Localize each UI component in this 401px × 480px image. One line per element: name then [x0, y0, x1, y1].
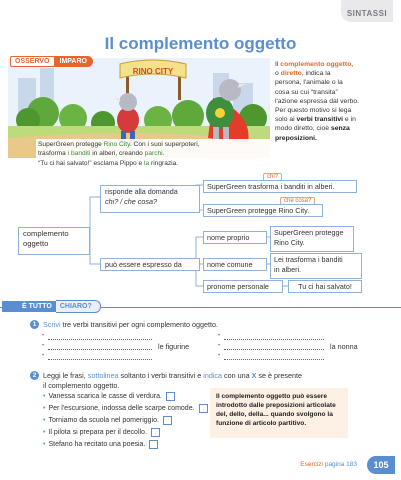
root-text: oggetto [23, 239, 49, 248]
def-text: solo ai [275, 116, 297, 124]
def-text: Per questo motivo si lega [275, 107, 352, 115]
note-text: funzione di [216, 420, 253, 427]
sentence-item [43, 416, 172, 425]
imparo-label: IMPARO [54, 56, 93, 67]
example-box-4 [270, 253, 362, 279]
answer-line[interactable] [224, 339, 324, 340]
answer-line[interactable] [48, 359, 152, 360]
bullet: • [42, 343, 45, 349]
tag-chi: chi? [263, 173, 282, 181]
example-box-2: SuperGreen protegge Rino City. [203, 204, 323, 217]
caption-highlight: la [144, 159, 150, 167]
root-text: complemento [23, 229, 69, 238]
answer-checkbox[interactable] [199, 404, 208, 413]
def-text: o [275, 70, 281, 78]
answer-checkbox[interactable] [163, 416, 172, 425]
chiaro-label: CHIARO? [56, 300, 101, 313]
sentence-item [43, 404, 208, 413]
exercise-number: 2 [30, 371, 39, 380]
note-text: . [304, 420, 307, 427]
bullet: • [218, 343, 221, 349]
answer-checkbox[interactable] [149, 440, 158, 449]
caption-text: . Con i suoi superpoteri, [129, 141, 200, 148]
sentence-text: Il pilota si prepara per il decollo. [48, 429, 147, 436]
instruction-verb: sottolinea [87, 371, 119, 380]
example-text: in alberi. [274, 265, 302, 274]
instruction-text: tre verbi transitivi per ogni complemento oggetto. [60, 320, 218, 329]
example-text: Lei trasforma i banditi [274, 255, 343, 264]
instruction-text: soltanto i verbi transitivi e [118, 371, 204, 380]
tutto-label: È TUTTO [2, 301, 56, 312]
bullet: • [43, 441, 46, 448]
def-text: Il [275, 61, 281, 68]
bullet: • [43, 429, 46, 436]
sentence-item [43, 428, 160, 437]
instruction-text: con una [222, 371, 252, 380]
sentence-text: Torniamo da scuola nel pomeriggio. [48, 417, 159, 424]
def-text: cosa su cui “transita” [275, 88, 338, 96]
exercise-number: 1 [30, 320, 39, 329]
caption-text: . [162, 150, 165, 158]
answer-line[interactable] [224, 349, 324, 350]
check-section-label [2, 300, 101, 313]
note-text: quando svolgono la [268, 411, 333, 418]
caption-text: “Tu ci hai salvato!” esclama Pippo e [38, 159, 145, 167]
nome-comune-box: nome comune [203, 258, 267, 271]
caption-highlight: i banditi [67, 150, 91, 158]
instruction-verb: Scrivi [43, 320, 61, 329]
answer-checkbox[interactable] [151, 428, 160, 437]
note-text: Il complemento oggetto può essere [216, 393, 328, 400]
instruction-x: X [251, 371, 257, 380]
example-text: Rino City. [274, 238, 305, 247]
answer-line[interactable] [48, 349, 152, 350]
bullet: • [43, 393, 46, 400]
note-highlight: del, dello, della... [216, 411, 269, 418]
espresso-box: può essere espresso da [100, 258, 200, 271]
page-number: 105 [367, 456, 395, 474]
question-text: risponde alla domanda [105, 187, 178, 196]
root-box [18, 227, 90, 255]
sentence-text: Per l'escursione, indossa delle scarpe comode. [48, 405, 195, 412]
exercises-reference[interactable] [300, 461, 357, 468]
page-title: Il complemento oggetto [104, 34, 297, 53]
sentence-item [43, 440, 158, 449]
question-box [100, 185, 200, 213]
example-box-3 [270, 226, 354, 252]
answer-line[interactable] [48, 339, 152, 340]
bullet: • [42, 353, 45, 359]
example-box-1: SuperGreen trasforma i banditi in alberi. [203, 180, 357, 193]
example-box-5: Tu ci hai salvato! [288, 280, 362, 293]
def-highlight: complemento oggetto, [280, 61, 354, 68]
instruction-verb: indica [203, 371, 223, 380]
note-text: introdotto dalle preposizioni articolate [216, 402, 336, 409]
bullet: • [218, 333, 221, 339]
def-bold: verbi transitivi [296, 116, 344, 124]
object-word-1: le figurine [158, 342, 190, 351]
sentence-text: Stefano ha recitato una poesia. [48, 441, 146, 448]
caption-text: in alberi, creando [90, 150, 145, 158]
exercise-1-instruction [43, 320, 218, 329]
note-box [210, 388, 348, 438]
object-word-2: la nonna [330, 342, 358, 351]
def-text: , indica la [301, 70, 331, 78]
def-text: l'azione espressa dal verbo. [275, 97, 360, 105]
exercises-label: Esercizi [300, 461, 324, 468]
caption-text: ringrazia. [149, 159, 179, 167]
question-text-italic: chi? / che cosa? [105, 197, 157, 206]
def-bold: senza [330, 125, 350, 133]
def-text: modo diretto, cioè [275, 125, 331, 133]
caption-text: trasforma [38, 150, 68, 158]
caption-highlight: parchi [144, 150, 163, 158]
sentence-item [43, 392, 175, 401]
section-tag: SINTASSI [341, 0, 393, 22]
exercises-page: pagina 183 [324, 461, 357, 468]
pronome-box: pronome personale [203, 280, 283, 293]
def-text: persona, l'animale o la [275, 79, 343, 87]
def-bold: preposizioni. [275, 134, 317, 142]
instruction-text: il complemento oggetto. [43, 381, 120, 390]
city-sign-text: RINO CITY [132, 67, 174, 76]
caption-highlight: Rino City [103, 141, 130, 148]
instruction-text: se è presente [256, 371, 302, 380]
nome-proprio-box: nome proprio [203, 231, 267, 244]
tag-che-cosa: che cosa? [280, 197, 315, 205]
instruction-text: Leggi le frasi, [43, 371, 88, 380]
bullet: • [42, 333, 45, 339]
bullet: • [43, 405, 46, 412]
bullet: • [43, 417, 46, 424]
def-text: e in [343, 116, 356, 124]
caption-text: SuperGreen protegge [38, 141, 104, 148]
sentence-text: Vanessa scarica le casse di verdura. [48, 393, 162, 400]
example-text: SuperGreen protegge [274, 228, 344, 237]
def-highlight: diretto [280, 70, 302, 78]
osservo-label: OSSERVO [10, 56, 55, 67]
answer-checkbox[interactable] [166, 392, 175, 401]
bullet: • [218, 353, 221, 359]
note-highlight: articolo partitivo [252, 420, 305, 427]
answer-line[interactable] [224, 359, 324, 360]
